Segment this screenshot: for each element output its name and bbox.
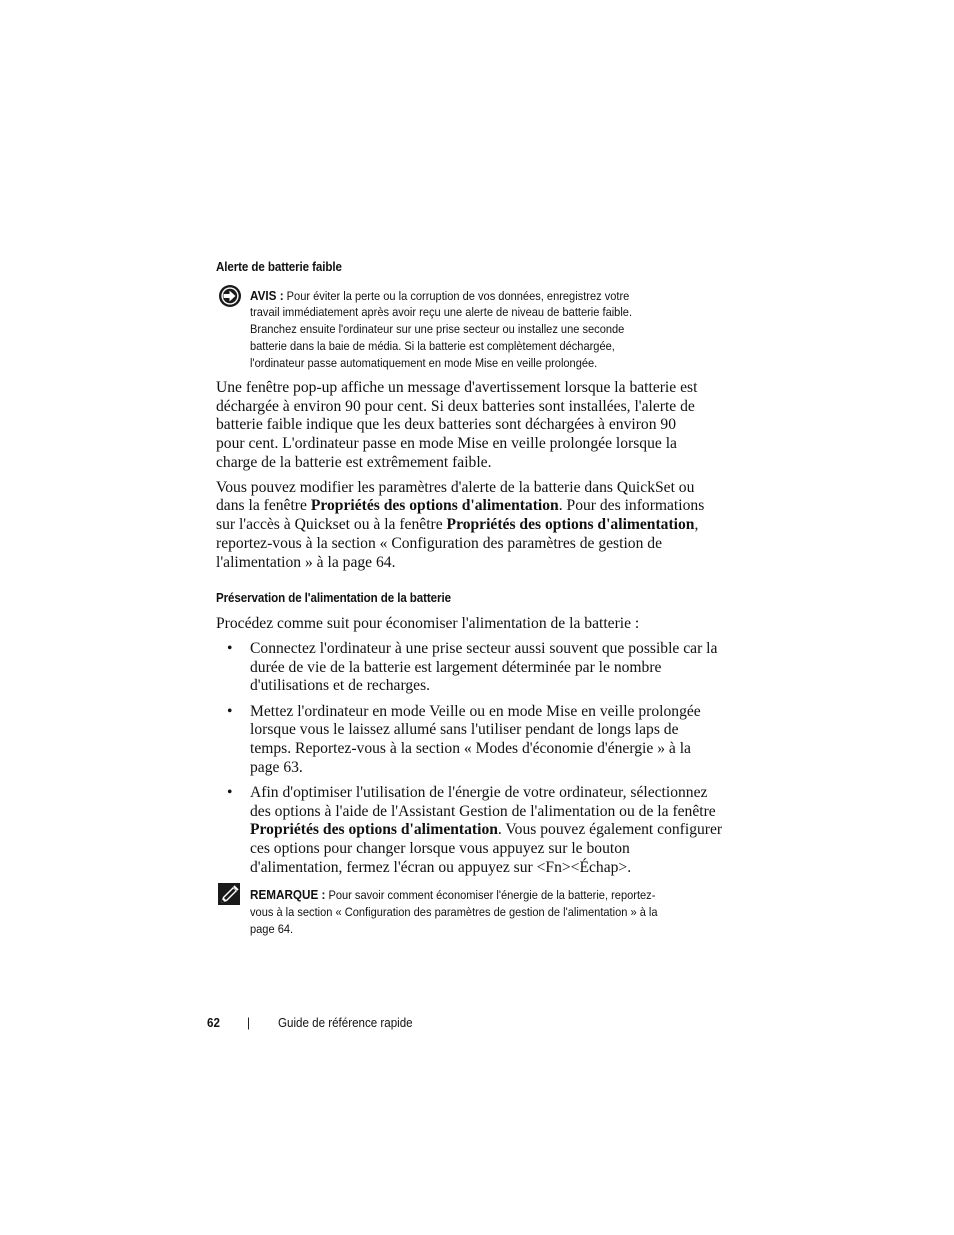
- bullet-3-line-5: d'alimentation, fermez l'écran ou appuyez sur <Fn><Échap>.: [250, 859, 632, 876]
- bullet-3-line-1: Afin d'optimiser l'utilisation de l'énergie de votre ordinateur, sélectionnez: [250, 784, 708, 801]
- bullet-3-line-4: ces options pour changer lorsque vous appuyez sur le bouton: [250, 840, 630, 857]
- paragraph-1-line-5: charge de la batterie est extrêmement faible.: [216, 454, 492, 471]
- bullet-marker: •: [227, 784, 233, 801]
- remark-label: REMARQUE :: [250, 887, 326, 902]
- notice-line-1: AVIS : Pour éviter la perte ou la corruption de vos données, enregistrez votre: [250, 288, 630, 303]
- paragraph-2-line-4: reportez-vous à la section « Configuration des paramètres de gestion de: [216, 535, 663, 552]
- notice-label: AVIS :: [250, 288, 284, 303]
- section-heading-preservation: Préservation de l'alimentation de la batterie: [216, 591, 451, 605]
- remark-line-3: page 64.: [250, 922, 294, 936]
- bullet-1-line-1: Connectez l'ordinateur à une prise secteur aussi souvent que possible car la: [250, 640, 718, 657]
- notice-line-2: travail immédiatement après avoir reçu une alerte de niveau de batterie faible.: [250, 305, 633, 319]
- bullet-2-line-4: page 63.: [250, 759, 303, 776]
- paragraph-2-line-2: dans la fenêtre Propriétés des options d'alimentation. Pour des informations: [216, 497, 705, 514]
- paragraph-1-line-1: Une fenêtre pop-up affiche un message d'avertissement lorsque la batterie est: [216, 379, 698, 396]
- paragraph-1-line-2: déchargée à environ 90 pour cent. Si deux batteries sont installées, l'alerte de: [216, 398, 695, 415]
- bullet-3-line-3: Propriétés des options d'alimentation. Vous pouvez également configurer: [250, 821, 723, 838]
- procedure-intro: Procédez comme suit pour économiser l'alimentation de la batterie :: [216, 615, 640, 632]
- paragraph-2-line-5: l'alimentation » à la page 64.: [216, 554, 396, 571]
- section-heading-low-battery: Alerte de batterie faible: [216, 260, 342, 274]
- power-options-reference: Propriétés des options d'alimentation: [250, 821, 498, 838]
- pencil-note-icon: [218, 883, 240, 905]
- bullet-2-line-3: temps. Reportez-vous à la section « Modes d'économie d'énergie » à la: [250, 740, 691, 757]
- notice-arrow-icon: [218, 284, 242, 308]
- remark-line-1: REMARQUE : Pour savoir comment économiser l'énergie de la batterie, reportez-: [250, 887, 656, 902]
- power-options-reference: Propriétés des options d'alimentation: [446, 516, 695, 533]
- bullet-2-line-1: Mettez l'ordinateur en mode Veille ou en mode Mise en veille prolongée: [250, 703, 701, 720]
- bullet-2-line-2: lorsque vous le laissez allumé sans l'utiliser pendant de longs laps de: [250, 721, 679, 738]
- notice-line-3: Branchez ensuite l'ordinateur sur une prise secteur ou installez une seconde: [250, 322, 625, 336]
- bullet-marker: •: [227, 703, 233, 720]
- paragraph-1-line-3: batterie faible indique que les deux batteries sont déchargées à environ 90: [216, 416, 676, 433]
- notice-line-5: l'ordinateur passe automatiquement en mode Mise en veille prolongée.: [250, 356, 598, 370]
- footer-guide-title: Guide de référence rapide: [278, 1016, 413, 1030]
- bullet-marker: •: [227, 640, 233, 657]
- paragraph-2-line-3: sur l'accès à Quickset ou à la fenêtre Propriétés des options d'alimentation,: [216, 516, 699, 533]
- power-options-reference: Propriétés des options d'alimentation: [310, 497, 559, 514]
- paragraph-1-line-4: pour cent. L'ordinateur passe en mode Mise en veille prolongée lorsque la: [216, 435, 677, 452]
- remark-line-2: vous à la section « Configuration des paramètres de gestion de l'alimentation » à la: [250, 905, 658, 919]
- paragraph-2-line-1: Vous pouvez modifier les paramètres d'alerte de la batterie dans QuickSet ou: [216, 479, 695, 496]
- footer-separator: |: [247, 1016, 251, 1030]
- bullet-3-line-2: des options à l'aide de l'Assistant Gestion de l'alimentation ou de la fenêtre: [250, 803, 716, 820]
- notice-line-4: batterie dans la baie de média. Si la batterie est complètement déchargée,: [250, 339, 615, 353]
- bullet-1-line-2: durée de vie de la batterie est largement déterminée par le nombre: [250, 659, 662, 676]
- page-number: 62: [207, 1016, 220, 1030]
- bullet-1-line-3: d'utilisations et de recharges.: [250, 677, 431, 694]
